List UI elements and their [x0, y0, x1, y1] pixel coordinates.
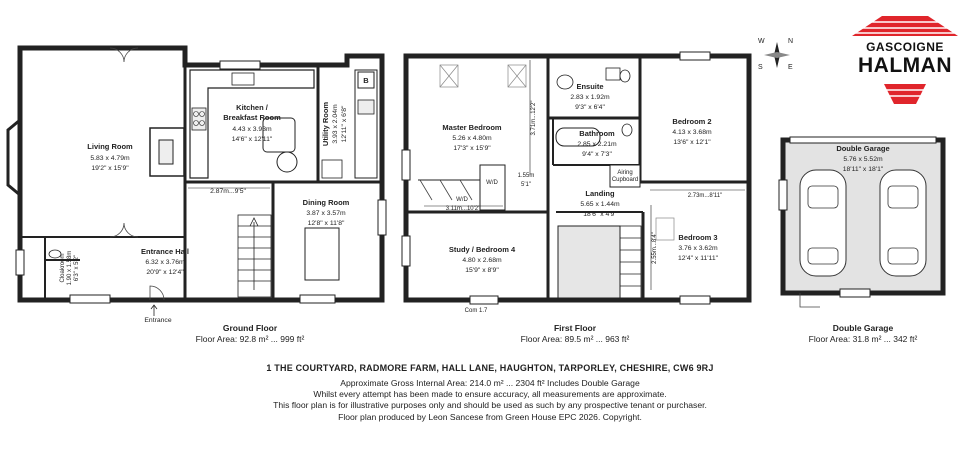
dining-room-name: Dining Room — [302, 198, 350, 207]
study-name: Study / Bedroom 4 — [448, 245, 516, 254]
first-floor-area: Floor Area: 89.5 m² ... 963 ft² — [520, 334, 630, 344]
garage-name: Double Garage — [836, 144, 890, 153]
master-bedroom-imperial: 17'3" x 15'9" — [453, 145, 491, 152]
car-right-icon — [880, 170, 926, 276]
dining-room-metric: 3.87 x 3.57m — [306, 210, 346, 217]
bedroom2-metric: 4.13 x 3.68m — [672, 129, 712, 136]
living-room-name: Living Room — [87, 142, 133, 151]
ground-floor-caption — [150, 323, 350, 345]
cloakroom-metric: 1.90 x 1.58m — [67, 250, 73, 286]
logo-text-top: GASCOIGNE — [866, 40, 944, 54]
landing-name: Landing — [585, 189, 615, 198]
kitchen-name-2: Breakfast Room — [223, 113, 281, 122]
garage-imperial: 18'11" x 18'1" — [842, 166, 884, 173]
compass-w: W — [758, 38, 765, 45]
bathroom-metric: 2.85 x 2.21m — [577, 141, 617, 148]
kitchen-name: Kitchen / — [236, 103, 268, 112]
ensuite-imperial: 9'3" x 6'4" — [575, 104, 605, 111]
entrance-hall-imperial: 20'9" x 12'4" — [146, 269, 184, 276]
dining-room-imperial: 12'8" x 11'8" — [307, 220, 345, 227]
living-room-metric: 5.83 x 4.79m — [90, 155, 130, 162]
bedroom3-metric: 3.76 x 3.62m — [678, 245, 718, 252]
bedroom3-width-label: 2.73m...8'11" — [687, 193, 723, 199]
wardrobe-label-2: W/D — [456, 197, 468, 203]
compass-icon — [758, 36, 796, 74]
wardrobe-width-label: 3.11m...10'2" — [445, 206, 481, 212]
agency-logo — [844, 14, 966, 106]
garage-title: Double Garage — [832, 323, 894, 333]
living-room-imperial: 19'2" x 15'9" — [91, 165, 129, 172]
study-metric: 4.80 x 2.68m — [462, 257, 502, 264]
bedroom3-depth-label: 2.55m...8'4" — [652, 232, 658, 264]
property-address: 1 THE COURTYARD, RADMORE FARM, HALL LANE, HAUGHTON, TARPORLEY, CHESHIRE, CW6 9RJ — [266, 363, 714, 373]
bedroom2-imperial: 13'6" x 12'1" — [673, 139, 711, 146]
garage-caption — [778, 323, 948, 345]
note-accuracy: Whilst every attempt has been made to ensure accuracy, all measurements are approximate. — [313, 389, 667, 400]
airing-label: Airing — [617, 170, 633, 176]
car-left-icon — [800, 170, 846, 276]
first-floor-title: First Floor — [553, 323, 597, 333]
landing-imperial: 18'6" x 4'9" — [583, 211, 617, 218]
landing-metric: 5.65 x 1.44m — [580, 201, 620, 208]
cloakroom-name: Cloakroom — [60, 253, 66, 283]
bathroom-imperial: 9'4" x 7'3" — [582, 151, 612, 158]
landing-gap-imperial: 5'1" — [521, 182, 531, 188]
wardrobe-label: W/D — [486, 180, 498, 186]
entrance-hall-name: Entrance Hall — [141, 247, 189, 256]
bedroom3-name: Bedroom 3 — [678, 233, 718, 242]
garage-plan — [779, 137, 943, 307]
bathroom-name: Bathroom — [579, 129, 615, 138]
compass-n: N — [788, 38, 794, 45]
ensuite-metric: 2.83 x 1.92m — [570, 94, 610, 101]
boiler-label: B — [363, 76, 369, 85]
disclaimer-notes — [0, 378, 980, 423]
compass-s: S — [758, 64, 763, 71]
master-bedroom-name: Master Bedroom — [442, 123, 502, 132]
first-floor-plan — [402, 52, 749, 314]
logo-text-bottom: HALMAN — [858, 54, 952, 77]
note-copyright: Floor plan produced by Leon Sancese from Green House EPC 2026. Copyright. — [338, 411, 642, 422]
ensuite-name: Ensuite — [576, 82, 604, 91]
compass-e: E — [788, 64, 793, 71]
cloakroom-imperial: 6'3" x 5'2" — [74, 254, 80, 282]
garage-metric: 5.76 x 5.52m — [843, 156, 883, 163]
garage-area: Floor Area: 31.8 m² ... 342 ft² — [808, 334, 918, 344]
master-depth-label: 3.71m...12'2" — [531, 100, 537, 136]
first-floor-caption — [475, 323, 675, 345]
utility-room-name: Utility Room — [321, 101, 330, 147]
kitchen-metric: 4.43 x 3.93m — [232, 126, 272, 133]
master-bedroom-metric: 5.26 x 4.80m — [452, 135, 492, 142]
kitchen-imperial: 14'6" x 12'11" — [231, 136, 273, 143]
com-label: Com 1.7 — [464, 308, 488, 314]
cupboard-label: Cupboard — [611, 177, 639, 183]
utility-room-metric: 3.93 x 2.04m — [332, 104, 339, 144]
ground-floor-area: Floor Area: 92.8 m² ... 999 ft² — [195, 334, 305, 344]
bedroom3-imperial: 12'4" x 11'11" — [677, 255, 719, 262]
landing-gap-metric: 1.55m — [517, 173, 535, 179]
entrance-label: Entrance — [144, 317, 172, 324]
hall-width-label: 2.87m...9'5" — [210, 188, 246, 195]
study-imperial: 15'9" x 8'9" — [465, 267, 499, 274]
utility-room-imperial: 12'11" x 6'8" — [341, 105, 348, 143]
ground-floor-title: Ground Floor — [222, 323, 278, 333]
note-gross-area: Approximate Gross Internal Area: 214.0 m² ... 2304 ft² Includes Double Garage — [340, 378, 640, 388]
entrance-hall-metric: 6.32 x 3.76m — [145, 259, 185, 266]
bedroom2-name: Bedroom 2 — [672, 117, 712, 126]
ground-floor-plan — [8, 48, 386, 324]
note-illustrative: This floor plan is for illustrative purposes only and should be used as such by any prospective tenant or purchaser. — [273, 400, 707, 411]
